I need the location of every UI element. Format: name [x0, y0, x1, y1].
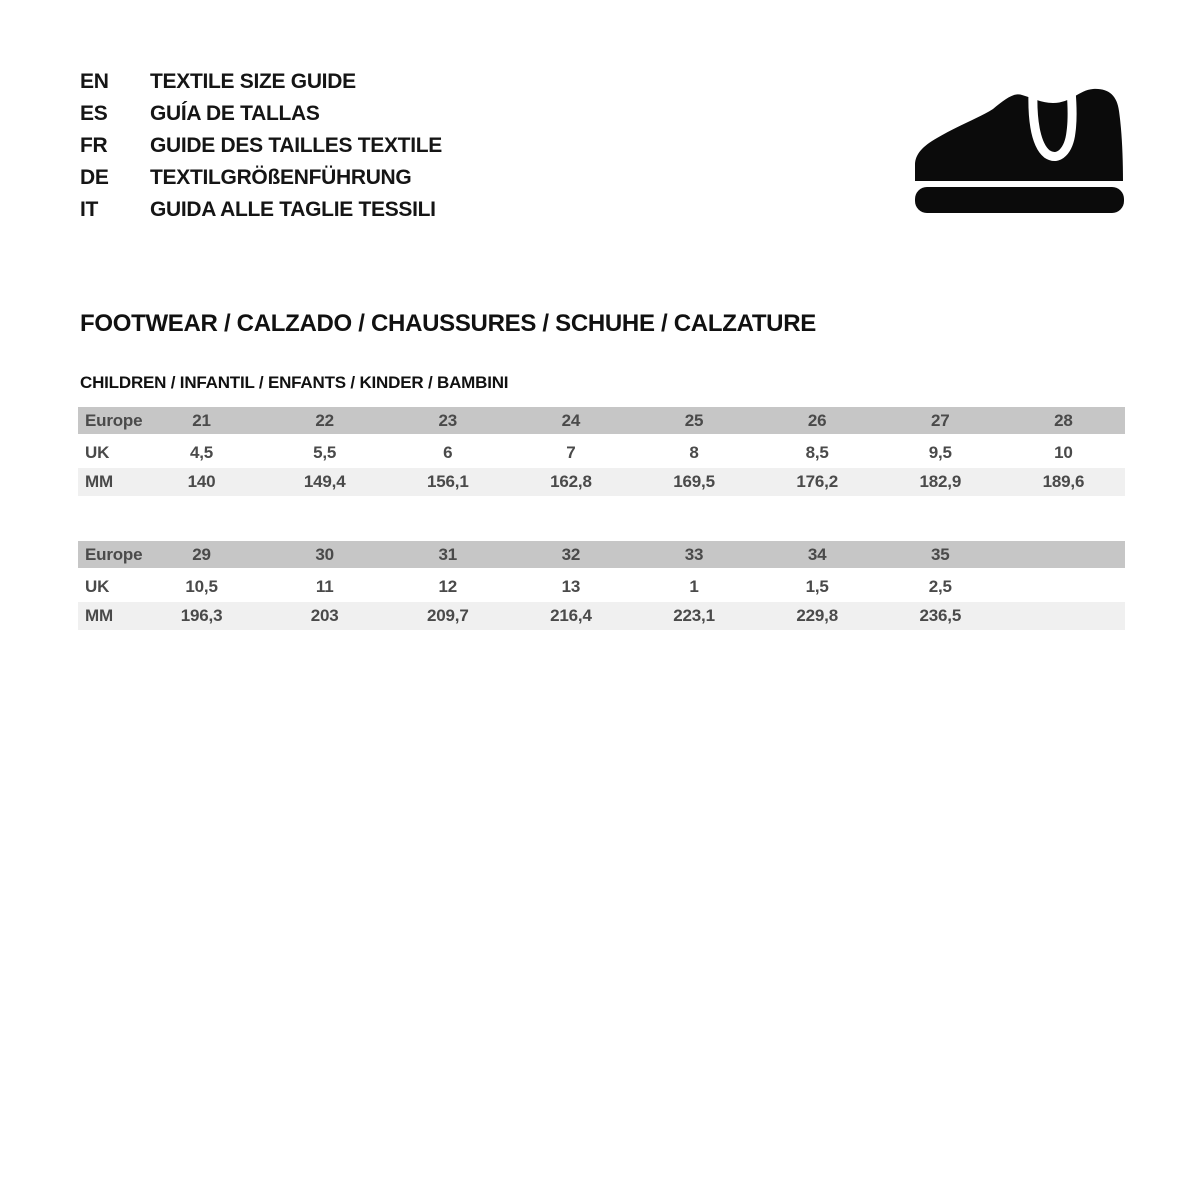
table-cell: 11 [263, 570, 386, 603]
table-cell: 31 [386, 541, 509, 570]
language-title: TEXTILGRÖßENFÜHRUNG [150, 166, 412, 189]
table-cell: 25 [633, 407, 756, 436]
table-cell: 203 [263, 602, 386, 630]
table-cell: 5,5 [263, 436, 386, 469]
language-code: IT [80, 198, 99, 221]
row-label: Europe [78, 407, 140, 436]
table-cell: 2,5 [879, 570, 1002, 603]
table-cell: 236,5 [879, 602, 1002, 630]
table-cell: 21 [140, 407, 263, 436]
table-cell: 35 [879, 541, 1002, 570]
table-cell: 223,1 [633, 602, 756, 630]
table-row-europe [78, 407, 1125, 436]
language-code: ES [80, 102, 108, 125]
language-row-de [80, 162, 442, 194]
table-row-europe [78, 541, 1125, 570]
table-cell: 24 [509, 407, 632, 436]
table-cell: 156,1 [386, 468, 509, 496]
language-code: DE [80, 166, 109, 189]
table-cell: 6 [386, 436, 509, 469]
table-cell: 189,6 [1002, 468, 1125, 496]
table-cell: 9,5 [879, 436, 1002, 469]
language-title: GUÍA DE TALLAS [150, 102, 320, 125]
table-cell: 149,4 [263, 468, 386, 496]
table-row-uk [78, 570, 1125, 603]
table-cell: 140 [140, 468, 263, 496]
language-code: FR [80, 134, 108, 157]
table-cell: 1,5 [756, 570, 879, 603]
table-cell: 12 [386, 570, 509, 603]
size-table-eu-29-35 [78, 541, 1125, 630]
table-cell: 28 [1002, 407, 1125, 436]
table-cell: 26 [756, 407, 879, 436]
table-cell: 33 [633, 541, 756, 570]
table-cell: 27 [879, 407, 1002, 436]
table-cell: 162,8 [509, 468, 632, 496]
row-label: MM [78, 602, 140, 630]
section-title-footwear: FOOTWEAR / CALZADO / CHAUSSURES / SCHUHE / CALZATURE [80, 310, 816, 337]
language-title: TEXTILE SIZE GUIDE [150, 70, 356, 93]
subsection-title-children: CHILDREN / INFANTIL / ENFANTS / KINDER / BAMBINI [80, 373, 509, 392]
table-cell: 7 [509, 436, 632, 469]
table-cell [1002, 602, 1125, 630]
table-cell: 29 [140, 541, 263, 570]
table-cell: 13 [509, 570, 632, 603]
table-cell: 10 [1002, 436, 1125, 469]
table-cell: 169,5 [633, 468, 756, 496]
table-cell: 8,5 [756, 436, 879, 469]
children-shoe-icon [913, 86, 1127, 214]
table-cell: 1 [633, 570, 756, 603]
table-cell: 176,2 [756, 468, 879, 496]
language-row-it [80, 194, 442, 226]
table-cell: 196,3 [140, 602, 263, 630]
table-cell: 10,5 [140, 570, 263, 603]
row-label: UK [78, 436, 140, 469]
language-code: EN [80, 70, 109, 93]
table-row-uk [78, 436, 1125, 469]
row-label: UK [78, 570, 140, 603]
table-cell: 209,7 [386, 602, 509, 630]
table-cell: 30 [263, 541, 386, 570]
table-cell: 32 [509, 541, 632, 570]
language-title: GUIDE DES TAILLES TEXTILE [150, 134, 442, 157]
table-cell [1002, 541, 1125, 570]
language-title-list [80, 66, 442, 226]
table-cell: 22 [263, 407, 386, 436]
table-row-mm [78, 468, 1125, 496]
language-title: GUIDA ALLE TAGLIE TESSILI [150, 198, 436, 221]
row-label: MM [78, 468, 140, 496]
language-row-es [80, 98, 442, 130]
table-cell: 229,8 [756, 602, 879, 630]
size-table-eu-21-28 [78, 407, 1125, 496]
table-cell: 182,9 [879, 468, 1002, 496]
language-row-fr [80, 130, 442, 162]
table-cell: 23 [386, 407, 509, 436]
table-cell: 216,4 [509, 602, 632, 630]
language-row-en [80, 66, 442, 98]
table-row-mm [78, 602, 1125, 630]
table-cell: 8 [633, 436, 756, 469]
row-label: Europe [78, 541, 140, 570]
table-cell [1002, 570, 1125, 603]
table-cell: 4,5 [140, 436, 263, 469]
table-cell: 34 [756, 541, 879, 570]
